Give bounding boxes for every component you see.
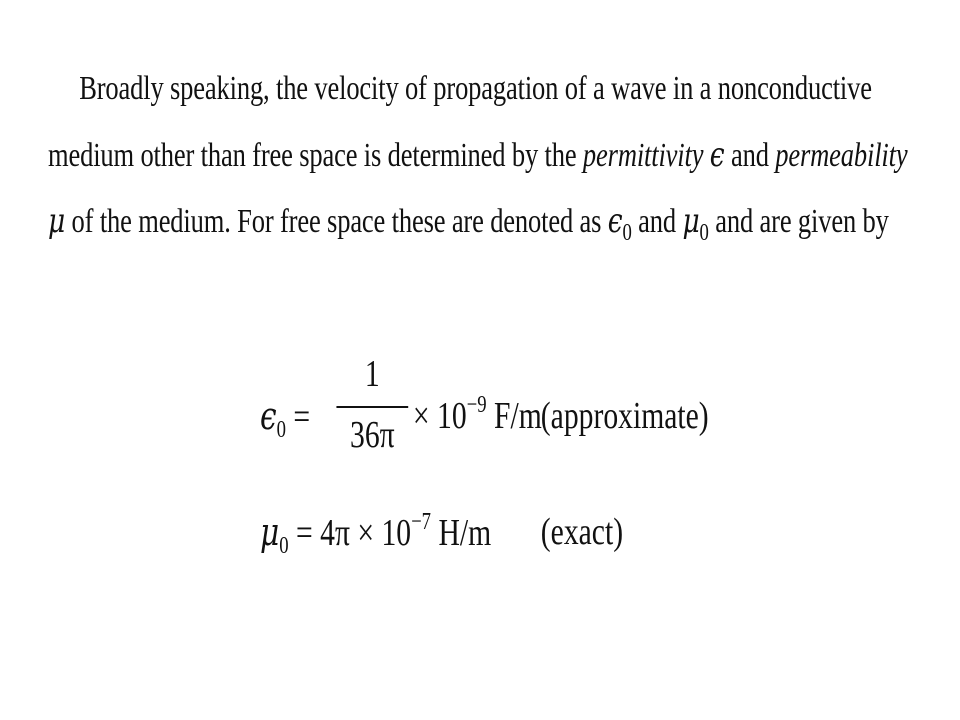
exponent: −9 — [466, 392, 487, 418]
line-3-text: of the medium. For free space these are denoted as — [65, 203, 608, 240]
subscript-0: 0 — [699, 220, 709, 246]
line-2-and: and — [724, 137, 776, 174]
subscript-0: 0 — [276, 417, 286, 443]
symbol-epsilon-0: ϵ — [607, 201, 623, 241]
fraction-numerator: 1 — [364, 353, 380, 395]
line-1-text: Broadly speaking, the velocity of propagation of a wave in a nonconductive — [79, 70, 872, 107]
symbol-mu: μ — [48, 201, 66, 241]
paragraph — [48, 56, 908, 254]
equation-body — [260, 509, 492, 559]
equation-rhs: = 4π × 10 — [288, 512, 412, 554]
exponent: −7 — [411, 509, 432, 535]
symbol-mu-0: μ — [682, 201, 700, 241]
symbol-epsilon: ϵ — [709, 135, 725, 175]
equation-lhs — [260, 394, 311, 443]
equals-sign: = — [285, 396, 311, 438]
power-of-ten: × 10 — [412, 395, 467, 437]
paragraph-line-1 — [48, 56, 898, 122]
fraction — [336, 346, 408, 462]
equation-note: (exact) — [540, 511, 624, 553]
equation-rhs — [413, 394, 542, 438]
line-3-end: and are given by — [708, 203, 889, 240]
unit: H/m — [431, 512, 492, 554]
line-3-and: and — [631, 203, 683, 240]
subscript-0: 0 — [279, 533, 289, 559]
term-permeability: permeability — [775, 137, 908, 174]
equation-note: (approximate) — [540, 395, 709, 437]
subscript-0: 0 — [622, 220, 632, 246]
symbol-epsilon: ϵ — [260, 394, 277, 438]
paragraph-line-2 — [48, 122, 908, 188]
symbol-mu: μ — [260, 510, 280, 554]
fraction-denominator: 36π — [350, 414, 395, 456]
unit: F/m — [486, 395, 542, 437]
line-2-text: medium other than free space is determined by the — [48, 137, 583, 174]
term-permittivity: permittivity — [582, 137, 704, 174]
paragraph-line-3 — [48, 188, 898, 254]
